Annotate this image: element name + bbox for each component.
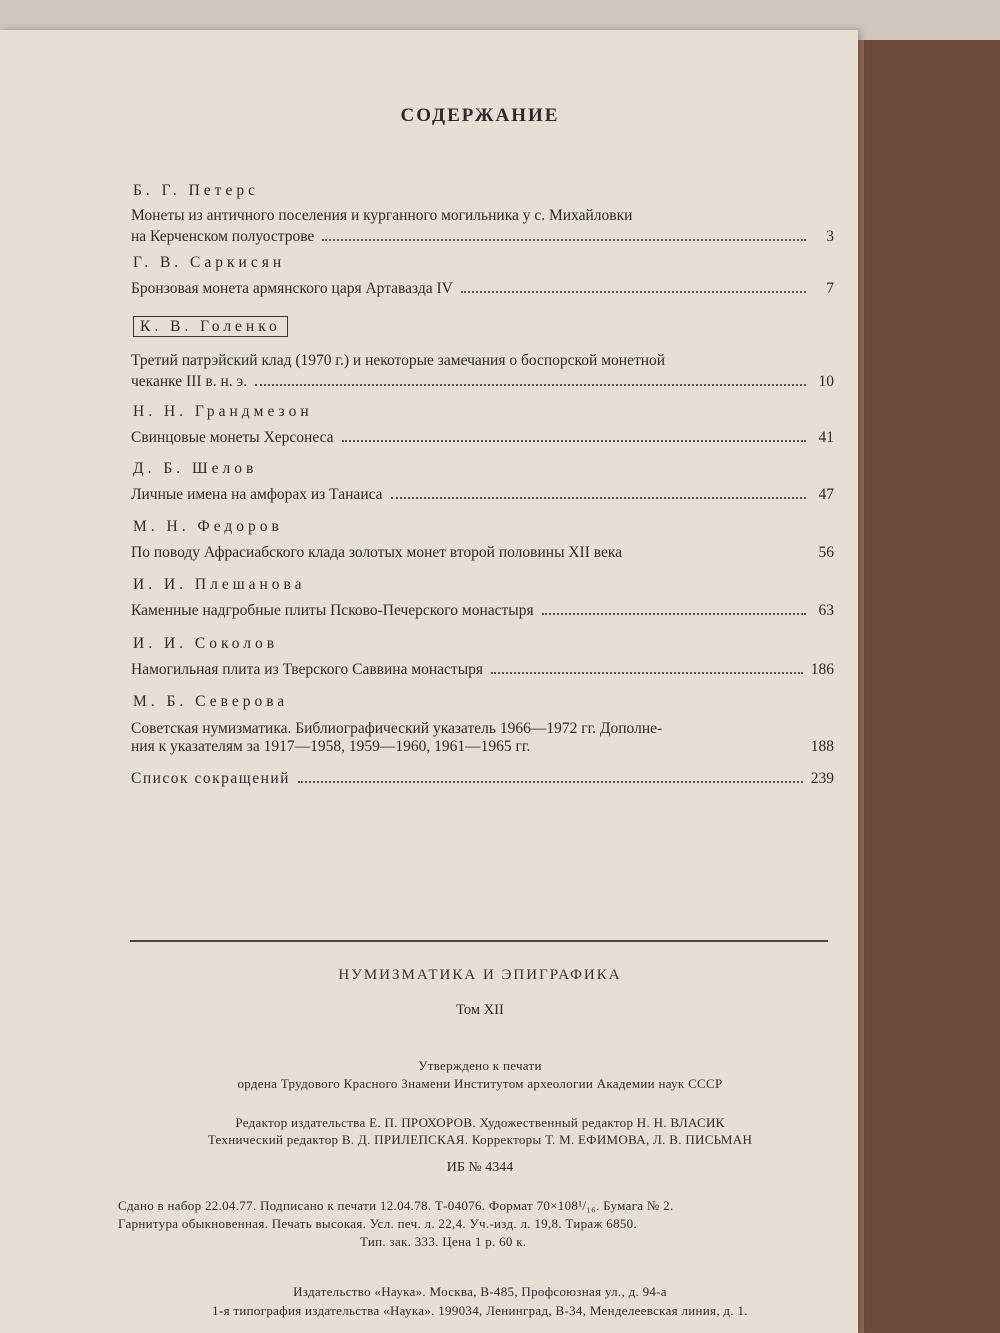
entry-author: Н. Н. Грандмезон [133, 403, 313, 420]
editors-line: Редактор издательства Е. П. ПРОХОРОВ. Художественный редактор Н. Н. ВЛАСИК [235, 1115, 725, 1130]
dot-leader [391, 497, 806, 499]
page-number: 63 [818, 602, 834, 619]
entry-author: М. Б. Северова [133, 693, 289, 710]
dot-leader [491, 672, 803, 674]
dot-leader [542, 613, 806, 615]
page-number: 10 [818, 373, 834, 390]
entry-title-line: чеканке III в. н. э. [131, 373, 248, 390]
page-number: 186 [810, 661, 834, 678]
entry-author: Д. Б. Шелов [133, 460, 258, 477]
entry-author: И. И. Соколов [133, 635, 279, 652]
book-page [0, 30, 858, 1333]
ib-number: ИБ № 4344 [446, 1160, 514, 1175]
approval-institution: ордена Трудового Красного Знамени Институтом археологии Академии наук СССР [237, 1076, 723, 1091]
entry-title-line: Свинцовые монеты Херсонеса [131, 429, 334, 446]
page-number: 7 [826, 280, 834, 297]
page-title: СОДЕРЖАНИЕ [400, 105, 560, 126]
entry-title-line: Бронзовая монета армянского царя Артавазда IV [131, 280, 453, 297]
boxed-author-name: К. В. Голенко [133, 316, 288, 337]
dot-leader [630, 555, 806, 557]
approval-line: Утверждено к печати [418, 1058, 542, 1073]
dot-leader [255, 384, 806, 386]
page-number: 3 [826, 228, 834, 245]
toc-entry [131, 659, 834, 680]
toc-entry [131, 278, 834, 299]
divider-rule [130, 940, 828, 942]
entry-title-line: Личные имена на амфорах из Танаиса [131, 486, 383, 503]
toc-entry [131, 371, 834, 392]
printer-line: 1-я типография издательства «Наука». 199034, Ленинград, В-34, Менделеевская линия, д. 1. [212, 1303, 748, 1318]
volume-label: Том XII [456, 1002, 504, 1018]
page-number: 56 [818, 544, 834, 561]
dot-leader [538, 749, 802, 751]
entry-title-line: Третий патрэйский клад (1970 г.) и некоторые замечания о боспорской монетной [131, 352, 666, 369]
entry-title-line: Советская нумизматика. Библиографический указатель 1966—1972 гг. Дополне- [131, 720, 663, 737]
entry-author: Г. В. Саркисян [133, 254, 286, 271]
entry-author: И. И. Плешанова [133, 576, 306, 593]
dot-leader [322, 239, 806, 241]
entry-title-line: Намогильная плита из Тверского Саввина монастыря [131, 661, 484, 678]
entry-title-line: По поводу Афрасиабского клада золотых монет второй половины XII века [131, 544, 623, 561]
abbreviations-label: Список сокращений [131, 770, 290, 787]
dot-leader [342, 440, 806, 442]
toc-entry [131, 542, 834, 563]
toc-entry [131, 736, 834, 757]
series-title: НУМИЗМАТИКА И ЭПИГРАФИКА [338, 967, 622, 983]
editors-line: Технический редактор В. Д. ПРИЛЕПСКАЯ. Корректоры Т. М. ЕФИМОВА, Л. В. ПИСЬМАН [207, 1132, 753, 1147]
entry-title-line: Каменные надгробные плиты Псково-Печерского монастыря [131, 602, 534, 619]
entry-author [133, 318, 288, 336]
entry-title-line: на Керченском полуострове [131, 228, 315, 245]
print-details: Гарнитура обыкновенная. Печать высокая. Усл. печ. л. 22,4. Уч.-изд. л. 19,8. Тираж 6850. [118, 1216, 638, 1231]
page-number: 188 [810, 738, 834, 755]
print-details: Тип. зак. 333. Цена 1 р. 60 к. [360, 1234, 527, 1249]
page-number: 41 [818, 429, 834, 446]
toc-entry [131, 600, 834, 621]
dot-leader [461, 291, 806, 293]
publisher-line: Издательство «Наука». Москва, В-485, Профсоюзная ул., д. 94-а [293, 1284, 667, 1299]
dot-leader [298, 781, 803, 783]
entry-author: М. Н. Федоров [133, 518, 283, 535]
page-number: 47 [818, 486, 834, 503]
entry-author: Б. Г. Петерс [133, 182, 259, 199]
toc-entry [131, 226, 834, 247]
page-number: 239 [810, 770, 834, 787]
toc-entry [131, 427, 834, 448]
entry-title-line: ния к указателям за 1917—1958, 1959—1960, 1961—1965 гг. [131, 738, 531, 755]
print-details: Сдано в набор 22.04.77. Подписано к печати 12.04.78. Т-04076. Формат 70×108¹/₁₆. Бумага № 2. [118, 1198, 674, 1213]
toc-entry [131, 484, 834, 505]
entry-title-line: Монеты из античного поселения и курганного могильника у с. Михайловки [131, 207, 633, 224]
toc-entry-abbreviations [131, 768, 834, 789]
